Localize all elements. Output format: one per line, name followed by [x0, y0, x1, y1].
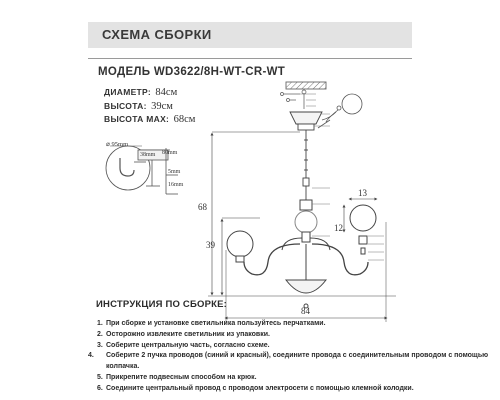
instruction-step — [97, 330, 497, 341]
bulb-icon — [342, 94, 362, 114]
spec-label: ДИАМЕТР: — [104, 87, 152, 97]
spec-value: 39см — [151, 100, 173, 112]
spec-value: 84см — [155, 87, 178, 98]
left-shade — [227, 231, 253, 262]
model-name: МОДЕЛЬ WD3622/8H-WT-CR-WT — [98, 66, 286, 78]
step-text: Соберите центральную часть, согласно схеме. — [106, 341, 270, 349]
page-title: СХЕМА СБОРКИ — [102, 27, 212, 42]
step-number: 2. — [97, 330, 103, 338]
instruction-step — [97, 341, 497, 352]
instruction-step — [97, 319, 497, 330]
dim-plate-5: 5mm — [168, 169, 181, 175]
right-shade — [350, 205, 376, 254]
spec-label: ВЫСОТА МАХ: — [104, 114, 170, 124]
bulb-wiring-detail — [318, 94, 362, 128]
step-text: Прикрепите подвесным способом на крюк. — [106, 373, 257, 381]
step-text: Соедините центральный провод с проводом электросети с помощью клемной колодки. — [106, 384, 414, 392]
step-number: 4. — [88, 352, 94, 360]
bottom-bowl — [286, 280, 326, 293]
dim-shade-width: 13 — [358, 188, 367, 198]
step-text: Соберите 2 пучка проводов (синий и красный), соедините провода с соединительным проводом с помощью колпачка. — [106, 352, 489, 371]
exploded-parts — [281, 90, 307, 109]
chandelier-body — [244, 200, 368, 308]
step-text: При сборке и установке светильника пользуйтесь перчатками. — [106, 320, 326, 327]
dim-plate-80: 80mm — [162, 150, 178, 156]
step-text: Осторожно извлеките светильник из упаковки. — [106, 330, 270, 338]
center-globe — [295, 211, 317, 233]
instruction-step — [97, 384, 497, 395]
step-number: 1. — [97, 320, 103, 327]
dim-plate-38: 38mm — [140, 152, 156, 158]
dim-plate-diameter: ⌀ 95mm — [106, 141, 129, 148]
step-number: 5. — [97, 373, 103, 381]
step-number: 3. — [97, 341, 103, 349]
dim-height-max: 68 — [198, 202, 207, 212]
instruction-steps — [88, 319, 497, 395]
spec-label: ВЫСОТА: — [104, 100, 147, 111]
instruction-step — [88, 351, 497, 373]
step-number: 6. — [97, 384, 103, 392]
dim-diameter: 84 — [301, 306, 310, 316]
instructions-title: ИНСТРУКЦИЯ ПО СБОРКЕ: — [96, 299, 228, 310]
dim-height: 39 — [206, 240, 215, 250]
instruction-step — [97, 373, 497, 384]
dim-plate-16: 16mm — [168, 182, 184, 188]
center-stem — [303, 130, 309, 200]
dim-shade-height: 12 — [334, 223, 343, 233]
mount-hook-icon — [120, 158, 134, 176]
spec-value: 68см — [173, 114, 196, 125]
